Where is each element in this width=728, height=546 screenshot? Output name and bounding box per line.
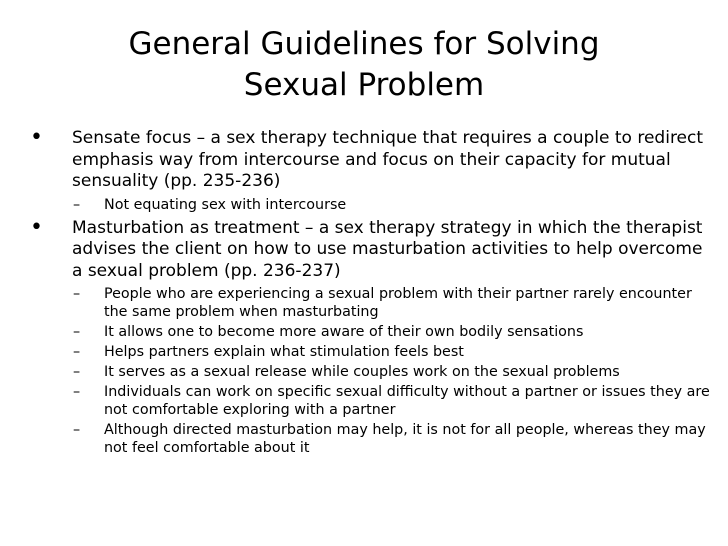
sub-bullet — [28, 323, 718, 341]
bullet-sensate-focus — [28, 125, 718, 193]
sub-bullet-text: It serves as a sexual release while couples work on the sexual problems — [104, 364, 620, 380]
dash-marker: – — [73, 196, 81, 213]
sub-bullet-text: Helps partners explain what stimulation feels best — [104, 344, 464, 360]
dash-marker: – — [73, 286, 81, 302]
dash-marker: – — [73, 422, 81, 438]
bullet-text: Masturbation as treatment – a sex therapy strategy in which the therapist advises the client on how to use masturbation activities to help overcome a sexual problem (pp. 236-237) — [72, 217, 703, 281]
sub-bullet — [28, 285, 718, 321]
sub-bullet — [28, 421, 718, 457]
dash-marker: – — [73, 344, 81, 360]
bullet-masturbation-treatment — [28, 214, 718, 283]
sub-bullet — [28, 343, 718, 361]
sub-bullet-text: Although directed masturbation may help, it is not for all people, whereas they may not feel comfortable about it — [104, 422, 706, 456]
bullet-marker: • — [30, 214, 43, 240]
sub-bullet-text: Not equating sex with intercourse — [104, 196, 347, 213]
dash-marker: – — [73, 384, 81, 400]
sub-bullet — [28, 363, 718, 381]
slide-title-line-1: General Guidelines for Solving — [128, 26, 600, 62]
sub-bullet-text: It allows one to become more aware of their own bodily sensations — [104, 324, 584, 340]
dash-marker: – — [73, 364, 81, 380]
slide-title — [36, 24, 692, 106]
sub-bullet — [28, 383, 718, 419]
sub-bullet — [28, 196, 718, 214]
slide-title-line-2: Sexual Problem — [243, 67, 485, 103]
slide-content — [28, 125, 718, 457]
sub-bullet-text: Individuals can work on specific sexual difficulty without a partner or issues they are not comfortable exploring with a partner — [104, 384, 710, 418]
sub-bullet-text: People who are experiencing a sexual problem with their partner rarely encounter the same problem when masturbating — [104, 286, 692, 320]
bullet-marker: • — [30, 125, 43, 150]
dash-marker: – — [73, 324, 81, 340]
bullet-text: Sensate focus – a sex therapy technique that requires a couple to redirect emphasis way from intercourse and focus on their capacity for mutual sensuality (pp. 235-236) — [72, 128, 704, 191]
